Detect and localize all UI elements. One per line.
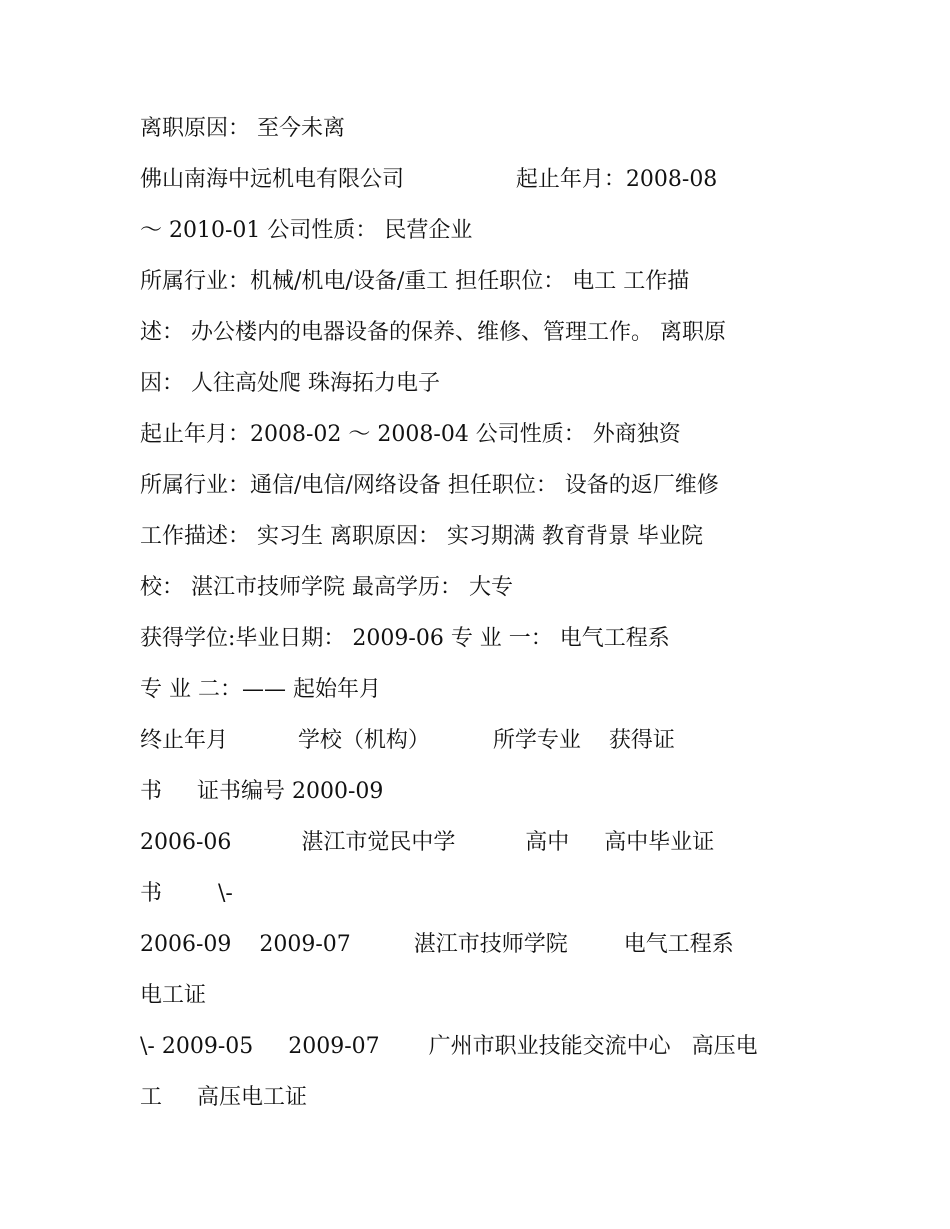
text-line-15: 2006-06 湛江市觉民中学 高中 高中毕业证 [140, 830, 715, 855]
text-line-12: 专 业 二：—— 起始年月 [140, 677, 381, 702]
text-line-16: 书 \- [140, 881, 233, 906]
text-line-13: 终止年月 学校（机构） 所学专业 获得证 [140, 728, 675, 753]
text-line-7: 起止年月：2008-02 ～ 2008-04 公司性质： 外商独资 [140, 422, 681, 447]
text-line-20: 工 高压电工证 [140, 1085, 307, 1110]
text-line-10: 校： 湛江市技师学院 最高学历： 大专 [140, 575, 513, 600]
text-line-4: 所属行业：机械/机电/设备/重工 担任职位： 电工 工作描 [140, 269, 690, 294]
text-line-19: \- 2009-05 2009-07 广州市职业技能交流中心 高压电 [140, 1034, 758, 1059]
document-body [140, 107, 820, 1127]
text-line-8: 所属行业：通信/电信/网络设备 担任职位： 设备的返厂维修 [140, 473, 719, 498]
text-line-14: 书 证书编号 2000-09 [140, 779, 384, 804]
text-line-9: 工作描述： 实习生 离职原因： 实习期满 教育背景 毕业院 [140, 524, 703, 549]
text-line-5: 述： 办公楼内的电器设备的保养、维修、管理工作。 离职原 [140, 320, 726, 345]
text-line-18: 电工证 [140, 983, 207, 1008]
text-line-3: ～ 2010-01 公司性质： 民营企业 [140, 218, 473, 243]
text-line-2: 佛山南海中远机电有限公司 起止年月：2008-08 [140, 167, 718, 192]
text-line-1: 离职原因： 至今未离 [140, 116, 345, 141]
text-line-11: 获得学位:毕业日期： 2009-06 专 业 一： 电气工程系 [140, 626, 670, 651]
text-line-17: 2006-09 2009-07 湛江市技师学院 电气工程系 [140, 932, 734, 957]
text-line-6: 因： 人往高处爬 珠海拓力电子 [140, 371, 440, 396]
